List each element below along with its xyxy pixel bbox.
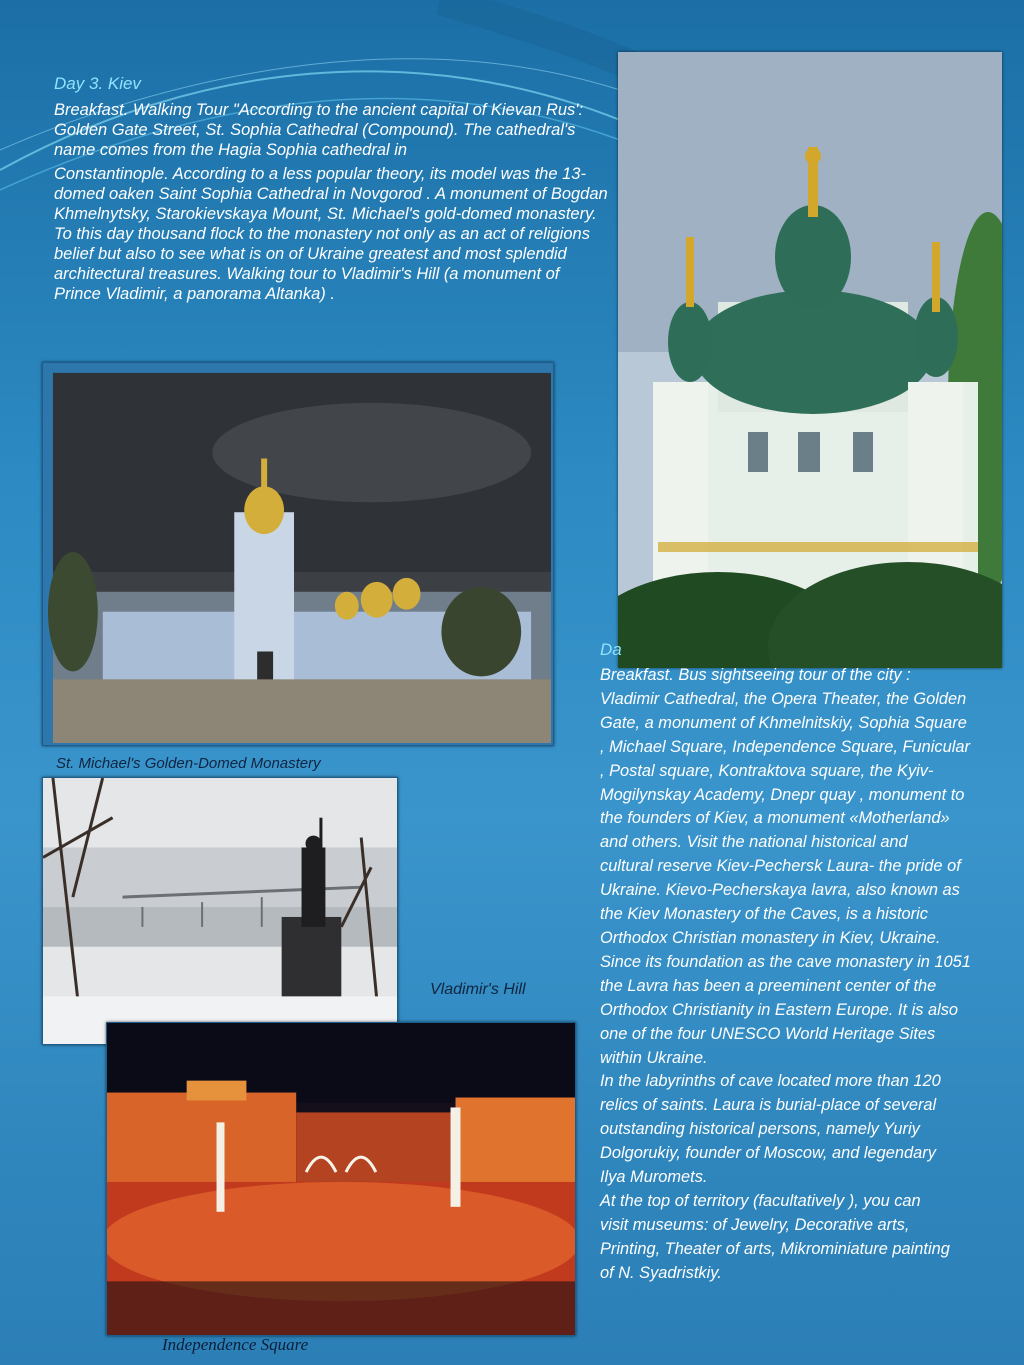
day4-line: within Ukraine.	[600, 1048, 708, 1067]
day4-line: Since its foundation as the cave monastery in 1051	[600, 952, 971, 971]
day3-paragraph-2: Constantinople. According to a less popular theory, its model was the 13-domed oaken Saint Sophia Cathedral in Novgorod . A monument of Bogdan Khmelnytsky, Starokievskaya Mount, St. Michael's gold-domed monastery. To this day thousand flock to the monastery not only as an act of religions belief but also to see what is on of Ukraine greatest and most splendid architectural treasures. Walking tour to Vladimir's Hill (a monument of Prince Vladimir, a panorama Altanka) .	[54, 165, 608, 303]
day4-line: Ukraine. Kievo-Pecherskaya lavra, also known as	[600, 881, 960, 900]
day4-line: Gate, a monument of Khmelnitskiy, Sophia Square	[600, 713, 967, 732]
day4-line: , Postal square, Kontraktova square, the Kyiv-	[600, 761, 934, 780]
day4-line: In the labyrinths of cave located more than 120	[600, 1072, 941, 1091]
independence-square-caption: Independence Square	[162, 1335, 309, 1354]
monastery-caption: St. Michael's Golden-Domed Monastery	[56, 755, 321, 772]
day4-line: of N. Syadristkiy.	[600, 1263, 722, 1282]
day4-line: outstanding historical persons, namely Yuriy	[600, 1120, 920, 1139]
day4-line: the Lavra has been a preeminent center of the	[600, 976, 937, 995]
monastery-photo	[42, 362, 554, 746]
day4-line: Vladimir Cathedral, the Opera Theater, the Golden	[600, 689, 967, 708]
day4-line: Orthodox Christianity in Eastern Europe. It is also	[600, 1000, 959, 1019]
day4-line: Orthodox Christian monastery in Kiev, Ukraine.	[600, 928, 941, 947]
day4-line: cultural reserve Kiev-Pechersk Laura- the pride of	[600, 857, 961, 876]
day4-line: and others. Visit the national historical and	[600, 833, 908, 852]
day3-title: Day 3. Kiev	[54, 74, 141, 93]
day4-line: Ilya Muromets.	[600, 1168, 708, 1187]
day4-description	[600, 664, 1012, 1286]
day4-line: one of the four UNESCO World Heritage Sites	[600, 1024, 936, 1043]
day4-line: the Kiev Monastery of the Caves, is a historic	[600, 905, 928, 924]
day4-title-fragment: Da	[600, 640, 622, 659]
day4-line: Mogilynskay Academy, Dnepr quay , monument to	[600, 785, 965, 804]
church-photo	[618, 52, 1002, 668]
vladimir-hill-caption: Vladimir's Hill	[430, 981, 526, 998]
day3-paragraph-1: Breakfast. Walking Tour "According to the ancient capital of Kievan Rus': Golden Gate Street, St. Sophia Cathedral (Compound). The cathedral's name comes from the Hagia Sophia cathedral in	[54, 101, 584, 159]
day4-line: At the top of territory (facultatively ), you can	[600, 1191, 921, 1210]
day4-line: , Michael Square, Independence Square, Funicular	[600, 737, 970, 756]
day3-description	[54, 100, 609, 304]
day4-line: Dolgorukiy, founder of Moscow, and legendary	[600, 1144, 936, 1163]
independence-square-photo	[106, 1022, 576, 1336]
day4-line: Breakfast. Bus sightseeing tour of the city :	[600, 666, 911, 684]
day4-line: the founders of Kiev, a monument «Motherland»	[600, 809, 950, 828]
vladimir-hill-photo	[42, 777, 398, 1045]
day4-line: visit museums: of Jewelry, Decorative arts,	[600, 1215, 910, 1234]
day4-line: Printing, Theater of arts, Mikrominiature painting	[600, 1239, 950, 1258]
day4-line: relics of saints. Laura is burial-place of several	[600, 1096, 937, 1115]
